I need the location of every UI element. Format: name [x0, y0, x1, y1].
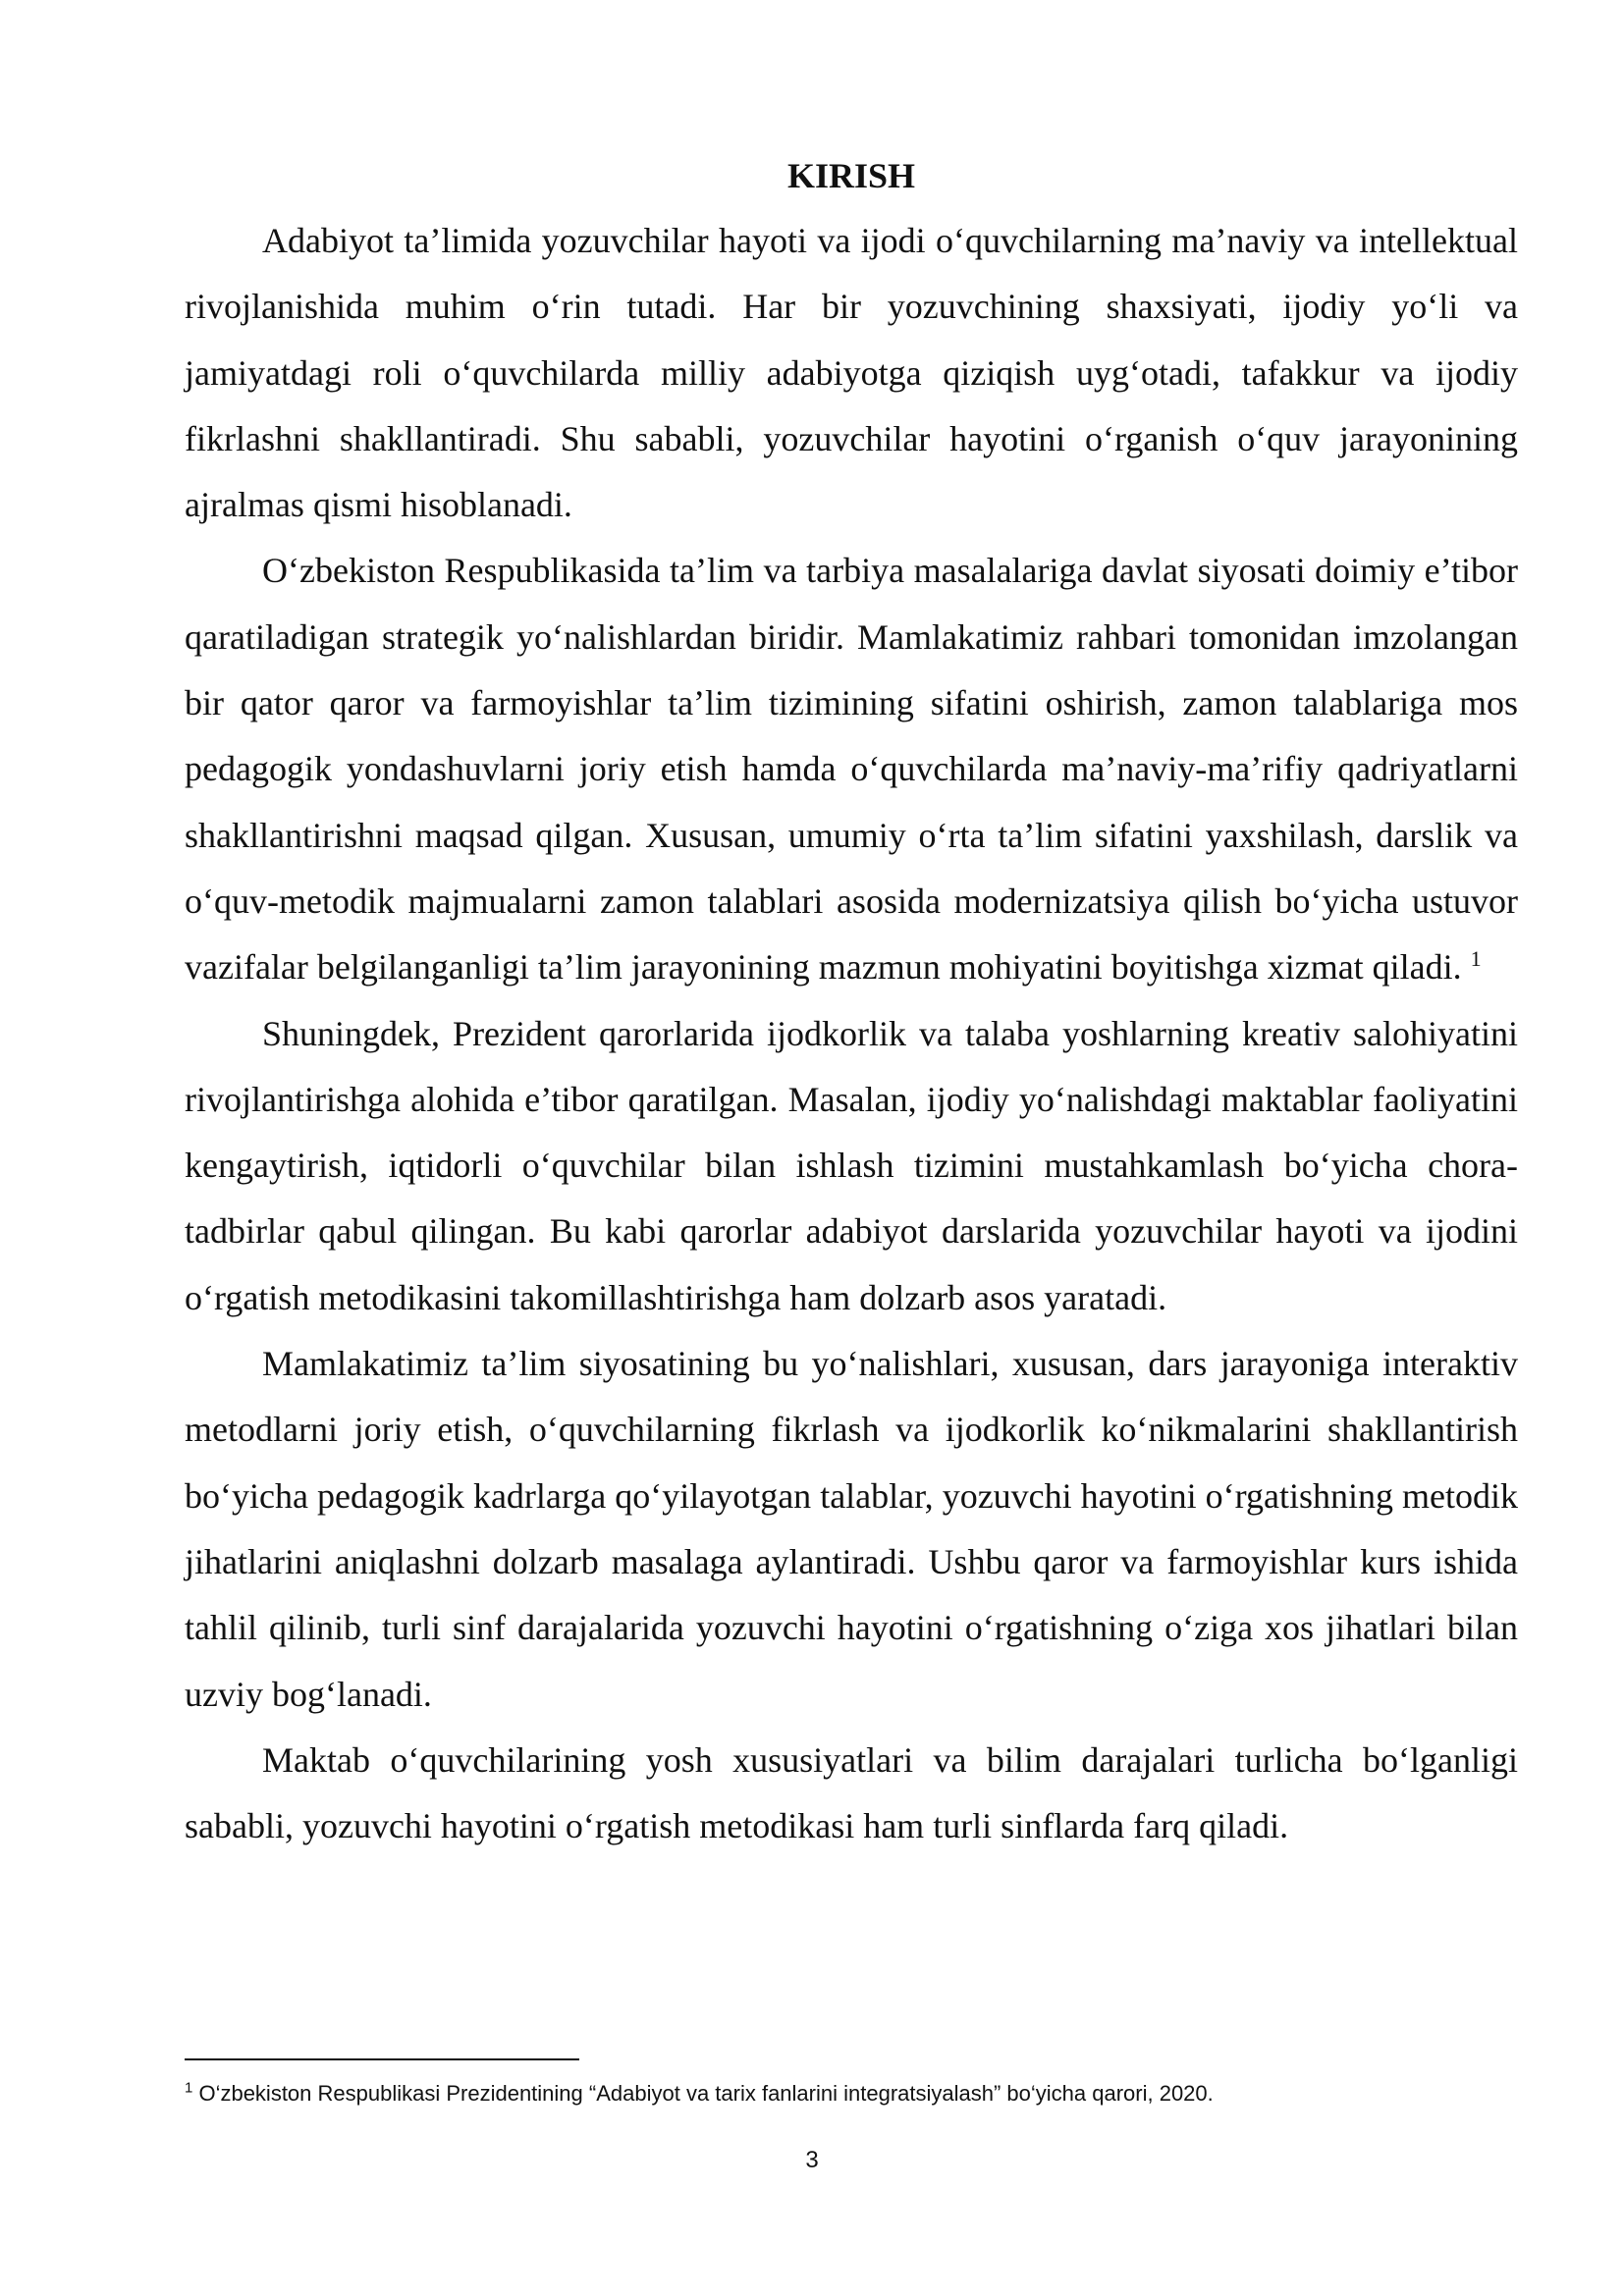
paragraph-4: Mamlakatimiz ta’lim siyosatining bu yo‘nalishlari, xususan, dars jarayoniga interaktiv metodlarni joriy etish, o‘quvchilarning fikrlash va ijodkorlik ko‘nikmalarini shakllantirish bo‘yicha pedagogik kadrlarga qo‘yilayotgan talablar, yozuvchi hayotini o‘rgatishning metodik jihatlarini aniqlashni dolzarb masalaga aylantiradi. Ushbu qaror va farmoyishlar kurs ishida tahlil qilinib, turli sinf darajalarida yozuvchi hayotini o‘rgatishning o‘ziga xos jihatlari bilan uzviy bog‘lanadi.: [185, 1344, 1518, 1714]
footnote-separator: [185, 2058, 579, 2060]
footnote-text: O‘zbekiston Respublikasi Prezidentining “Adabiyot va tarix fanlarini integratsiyalash” bo‘yicha qarori, 2020.: [192, 2081, 1214, 2106]
footnote-mark: 1: [185, 2079, 193, 2097]
footnote: [185, 2079, 1518, 2109]
paragraph-3: Shuningdek, Prezident qarorlarida ijodkorlik va talaba yoshlarning kreativ salohiyatini rivojlantirishga alohida e’tibor qaratilgan. Masalan, ijodiy yo‘nalishdagi maktablar faoliyatini kengaytirish, iqtidorli o‘quvchilar bilan ishlash tizimini mustahkamlash bo‘yicha chora-tadbirlar qabul qilingan. Bu kabi qarorlar adabiyot darslarida yozuvchilar hayoti va ijodini o‘rgatish metodikasini takomillashtirishga ham dolzarb asos yaratadi.: [185, 1013, 1518, 1317]
footnote-reference[interactable]: 1: [1470, 946, 1482, 972]
paragraph-5: Maktab o‘quvchilarining yosh xususiyatlari va bilim darajalari turlicha bo‘lganligi sababli, yozuvchi hayotini o‘rgatish metodikasi ham turli sinflarda farq qiladi.: [185, 1739, 1518, 1846]
paragraph-2: [185, 538, 1518, 1000]
page-title: KIRISH: [786, 156, 916, 195]
page-number: 3: [805, 2147, 819, 2173]
paragraph-2-text: O‘zbekiston Respublikasida ta’lim va tarbiya masalalariga davlat siyosati doimiy e’tibor qaratiladigan strategik yo‘nalishlardan biridir. Mamlakatimiz rahbari tomonidan imzolangan bir qator qaror va farmoyishlar ta’lim tizimining sifatini oshirish, zamon talablariga mos pedagogik yondashuvlarni joriy etish hamda o‘quvchilarda ma’naviy-ma’rifiy qadriyatlarni shakllantirishni maqsad qilgan. Xususan, umumiy o‘rta ta’lim sifatini yaxshilash, darslik va o‘quv-metodik majmualarni zamon talablari asosida modernizatsiya qilish bo‘yicha ustuvor vazifalar belgilanganligi ta’lim jarayonining mazmun mohiyatini boyitishga xizmat qiladi.: [185, 551, 1518, 988]
paragraph-1: Adabiyot ta’limida yozuvchilar hayoti va ijodi o‘quvchilarning ma’naviy va intellektual rivojlanishida muhim o‘rin tutadi. Har bir yozuvchining shaxsiyati, ijodiy yo‘li va jamiyatdagi roli o‘quvchilarda milliy adabiyotga qiziqish uyg‘otadi, tafakkur va ijodiy fikrlashni shakllantiradi. Shu sababli, yozuvchilar hayotini o‘rganish o‘quv jarayonining ajralmas qismi hisoblanadi.: [185, 221, 1518, 525]
body-text: [185, 149, 1518, 1859]
